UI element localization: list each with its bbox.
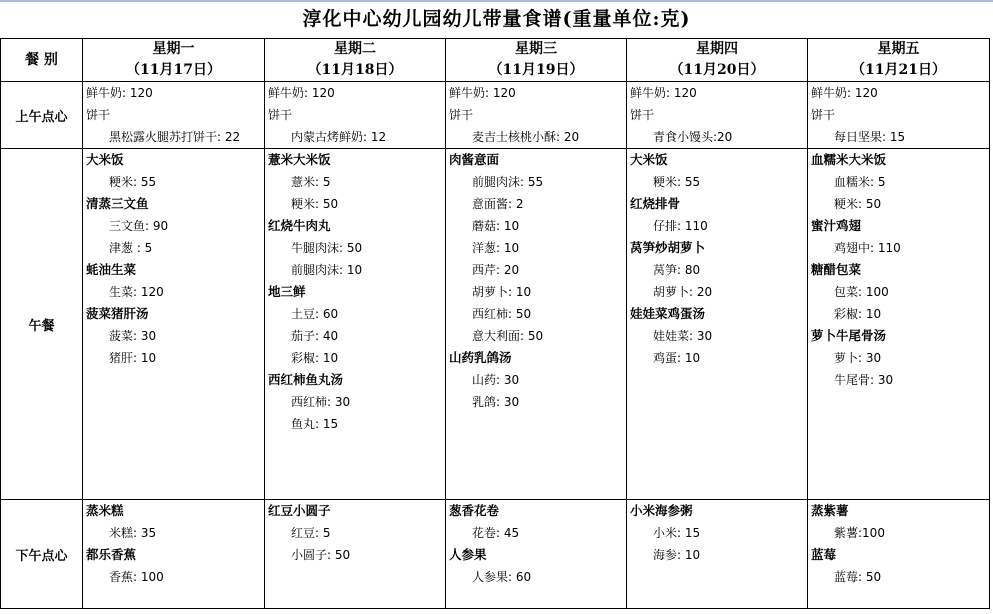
dish-name: 蚝油生菜 (86, 262, 137, 277)
lunch-cell-fri (808, 149, 990, 500)
dish-name: 小米海参粥 (630, 503, 693, 518)
ingredient-line: 米糕: 35 (109, 526, 157, 540)
morning-snack-cell-tue (265, 82, 446, 149)
ingredient-line: 三文鱼: 90 (109, 219, 169, 233)
ingredient-line: 薏米: 5 (291, 175, 331, 189)
snack-line: 饼干 (449, 108, 474, 122)
dish-name: 萝卜牛尾骨汤 (811, 328, 887, 343)
lunch-cell-wed (446, 149, 627, 500)
ingredient-line: 仔排: 110 (653, 219, 708, 233)
ingredient-line: 意面酱: 2 (472, 197, 524, 211)
ingredient-line: 鸡翅中: 110 (834, 241, 901, 255)
morning-snack-cell-thu (627, 82, 808, 149)
ingredient-line: 蓝莓: 50 (834, 570, 882, 584)
day-date: （11月21日） (851, 62, 946, 78)
dish-name: 血糯米大米饭 (811, 152, 887, 167)
day-name: 星期二 (334, 41, 376, 57)
ingredient-line: 粳米: 50 (291, 197, 339, 211)
day-header-tue (265, 39, 446, 82)
pm-cell-wed (446, 500, 627, 609)
snack-item: 麦吉士核桃小酥: 20 (472, 130, 580, 144)
ingredient-line: 西红柿: 50 (472, 307, 532, 321)
afternoon-snack-row (1, 500, 990, 609)
dish-name: 薏米大米饭 (268, 152, 331, 167)
meal-label-lunch: 午餐 (1, 149, 83, 500)
lunch-row (1, 149, 990, 500)
ingredient-line: 前腿肉沫: 10 (291, 263, 363, 277)
day-name: 星期四 (696, 41, 738, 57)
dish-name: 娃娃菜鸡蛋汤 (630, 306, 706, 321)
lunch-cell-mon (83, 149, 265, 500)
day-date: （11月18日） (307, 62, 403, 78)
ingredient-line: 蘑菇: 10 (472, 219, 520, 233)
ingredient-line: 胡萝卜: 20 (653, 285, 713, 299)
snack-line: 鲜牛奶: 120 (268, 86, 335, 100)
dish-name: 葱香花卷 (449, 503, 500, 518)
day-name: 星期一 (152, 41, 195, 57)
snack-line: 饼干 (86, 108, 111, 122)
ingredient-line: 山药: 30 (472, 373, 520, 387)
menu-table (0, 38, 990, 609)
ingredient-line: 乳鸽: 30 (472, 395, 520, 409)
morning-snack-cell-mon (83, 82, 265, 149)
window-top-border (0, 0, 993, 2)
meal-label-afternoon-snack: 下午点心 (1, 500, 83, 609)
day-date: （11月19日） (488, 62, 584, 78)
dish-name: 地三鲜 (268, 284, 306, 299)
ingredient-line: 人参果: 60 (472, 570, 532, 584)
snack-line: 饼干 (811, 108, 836, 122)
dish-name: 红烧牛肉丸 (268, 218, 331, 233)
day-header-thu (627, 39, 808, 82)
ingredient-line: 粳米: 55 (109, 175, 157, 189)
ingredient-line: 津葱 : 5 (109, 241, 153, 255)
ingredient-line: 茄子: 40 (291, 329, 339, 343)
snack-item: 青食小馒头:20 (653, 130, 733, 144)
pm-cell-mon (83, 500, 265, 609)
dish-name: 蓝莓 (811, 547, 837, 562)
ingredient-line: 香蕉: 100 (109, 570, 164, 584)
ingredient-line: 花卷: 45 (472, 526, 520, 540)
day-header-wed (446, 39, 627, 82)
dish-name: 西红柿鱼丸汤 (268, 372, 344, 387)
ingredient-line: 洋葱: 10 (472, 241, 520, 255)
day-header-fri (808, 39, 990, 82)
dish-name: 山药乳鸽汤 (449, 350, 512, 365)
snack-line: 鲜牛奶: 120 (449, 86, 516, 100)
ingredient-line: 生菜: 120 (109, 285, 164, 299)
meal-label-morning-snack: 上午点心 (1, 82, 83, 149)
dish-name: 都乐香蕉 (86, 547, 137, 562)
ingredient-line: 土豆: 60 (291, 307, 339, 321)
ingredient-line: 娃娃菜: 30 (653, 329, 713, 343)
dish-name: 人参果 (449, 547, 487, 562)
ingredient-line: 血糯米: 5 (834, 175, 886, 189)
ingredient-line: 萝卜: 30 (834, 351, 882, 365)
ingredient-line: 海参: 10 (653, 548, 701, 562)
dish-name: 糖醋包菜 (811, 262, 862, 277)
morning-snack-cell-wed (446, 82, 627, 149)
dish-name: 肉酱意面 (449, 152, 500, 167)
dish-name: 蒸紫薯 (811, 503, 849, 518)
page-title: 淳化中心幼儿园幼儿带量食谱(重量单位:克) (302, 8, 691, 30)
ingredient-line: 彩椒: 10 (834, 307, 882, 321)
ingredient-line: 牛尾骨: 30 (834, 373, 894, 387)
meal-column-header (1, 39, 83, 82)
ingredient-line: 胡萝卜: 10 (472, 285, 532, 299)
snack-line: 饼干 (630, 108, 655, 122)
ingredient-line: 彩椒: 10 (291, 351, 339, 365)
ingredient-line: 西红柿: 30 (291, 395, 351, 409)
pm-cell-thu (627, 500, 808, 609)
ingredient-line: 鱼丸: 15 (291, 417, 339, 431)
ingredient-line: 紫薯:100 (834, 526, 885, 540)
pm-cell-fri (808, 500, 990, 609)
snack-line: 鲜牛奶: 120 (86, 86, 153, 100)
dish-name: 菠菜猪肝汤 (86, 306, 149, 321)
morning-snack-row (1, 82, 990, 149)
ingredient-line: 牛腿肉沫: 50 (291, 241, 363, 255)
snack-item: 每日坚果: 15 (834, 130, 906, 144)
snack-item: 黑松露火腿苏打饼干: 22 (109, 130, 241, 144)
dish-name: 大米饭 (86, 152, 124, 167)
ingredient-line: 前腿肉沫: 55 (472, 175, 544, 189)
day-date: （11月17日） (126, 62, 221, 78)
ingredient-line: 红豆: 5 (291, 526, 331, 540)
ingredient-line: 小圆子: 50 (291, 548, 351, 562)
meal-column-label: 餐 别 (25, 51, 58, 68)
header-row (1, 39, 990, 82)
snack-line: 饼干 (268, 108, 293, 122)
ingredient-line: 菠菜: 30 (109, 329, 157, 343)
ingredient-line: 鸡蛋: 10 (653, 351, 701, 365)
day-header-mon (83, 39, 265, 82)
snack-line: 鲜牛奶: 120 (811, 86, 878, 100)
dish-name: 清蒸三文鱼 (86, 196, 149, 211)
dish-name: 莴笋炒胡萝卜 (630, 240, 706, 255)
morning-snack-cell-fri (808, 82, 990, 149)
ingredient-line: 猪肝: 10 (109, 351, 157, 365)
snack-item: 内蒙古烤鲜奶: 12 (291, 130, 387, 144)
pm-cell-tue (265, 500, 446, 609)
lunch-cell-tue (265, 149, 446, 500)
ingredient-line: 小米: 15 (653, 526, 701, 540)
dish-name: 蜜汁鸡翅 (811, 218, 862, 233)
dish-name: 大米饭 (630, 152, 668, 167)
day-name: 星期三 (515, 41, 557, 57)
ingredient-line: 西芹: 20 (472, 263, 520, 277)
day-name: 星期五 (877, 41, 920, 57)
ingredient-line: 莴笋: 80 (653, 263, 701, 277)
dish-name: 红烧排骨 (630, 196, 681, 211)
ingredient-line: 包菜: 100 (834, 285, 889, 299)
day-date: （11月20日） (669, 62, 765, 78)
ingredient-line: 意大利面: 50 (472, 329, 544, 343)
dish-name: 红豆小圆子 (268, 503, 331, 518)
ingredient-line: 粳米: 50 (834, 197, 882, 211)
lunch-cell-thu (627, 149, 808, 500)
ingredient-line: 粳米: 55 (653, 175, 701, 189)
snack-line: 鲜牛奶: 120 (630, 86, 697, 100)
dish-name: 蒸米糕 (86, 503, 124, 518)
